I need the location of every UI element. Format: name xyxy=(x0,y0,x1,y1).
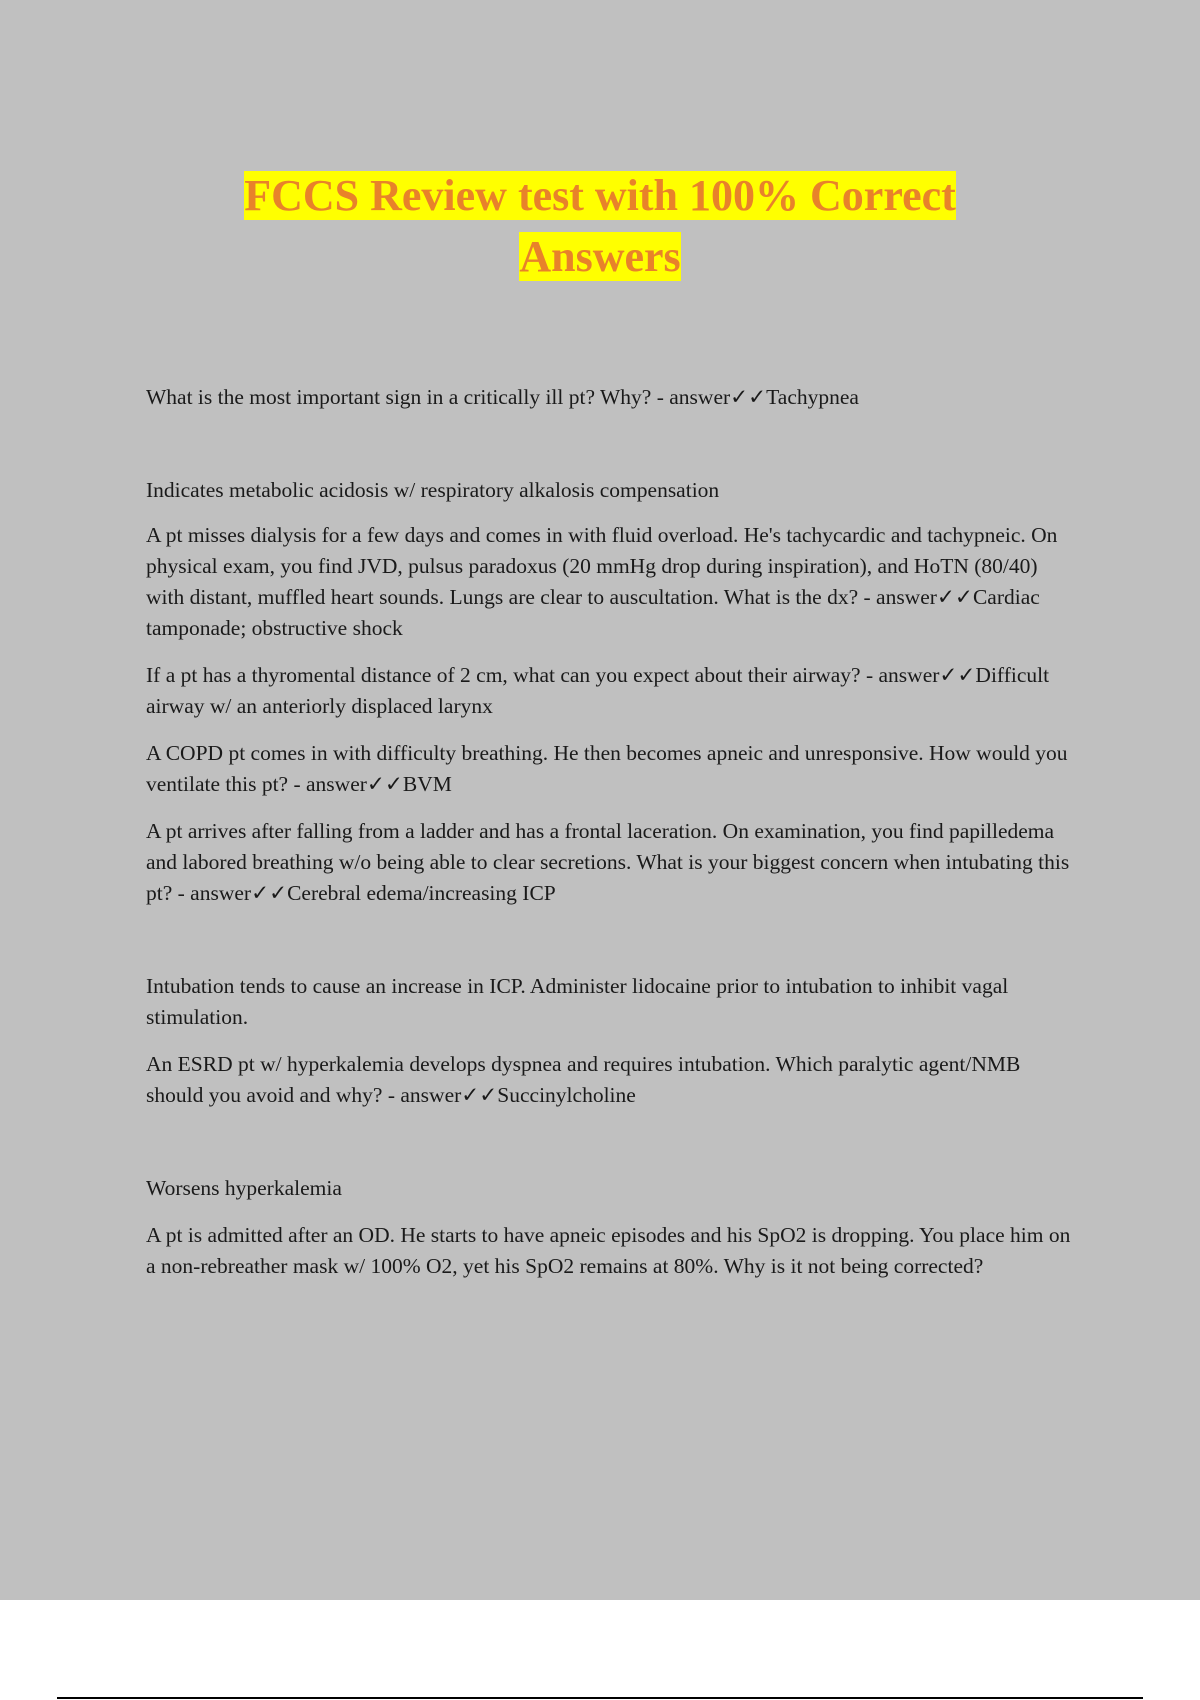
question-paragraph: An ESRD pt w/ hyperkalemia develops dyspnea and requires intubation. Which paralytic agent/NMB should you avoid and why? - answer✓✓Succinylcholine xyxy=(146,1052,1021,1107)
answer-explanation: Worsens hyperkalemia xyxy=(146,1176,342,1200)
question-paragraph: A COPD pt comes in with difficulty breathing. He then becomes apneic and unresponsive. How would you ventilate this pt? - answer✓✓BVM xyxy=(146,741,1068,796)
question-paragraph: What is the most important sign in a critically ill pt? Why? - answer✓✓Tachypnea xyxy=(146,385,859,409)
question-paragraph: A pt misses dialysis for a few days and comes in with fluid overload. He's tachycardic and tachypneic. On physical exam, you find JVD, pulsus paradoxus (20 mmHg drop during inspiration), and HoTN (80/40) with distant, muffled heart sounds. Lungs are clear to auscultation. What is the dx? - answer✓✓Cardiac tamponade; obstructive shock xyxy=(146,523,1058,640)
question-paragraph: A pt is admitted after an OD. He starts to have apneic episodes and his SpO2 is dropping. You place him on a non-rebreather mask w/ 100% O2, yet his SpO2 remains at 80%. Why is it not being corrected? xyxy=(146,1223,1071,1278)
answer-explanation: Intubation tends to cause an increase in ICP. Administer lidocaine prior to intubation to inhibit vagal stimulation. xyxy=(146,974,1009,1029)
question-paragraph: A pt arrives after falling from a ladder and has a frontal laceration. On examination, you find papilledema and labored breathing w/o being able to clear secretions. What is your biggest concern when intubating this pt? - answer✓✓Cerebral edema/increasing ICP xyxy=(146,819,1070,905)
title-line-2: Answers xyxy=(519,232,681,281)
answer-explanation: Indicates metabolic acidosis w/ respiratory alkalosis compensation xyxy=(146,478,720,502)
document-title xyxy=(0,165,1200,287)
footer-divider xyxy=(57,1697,1143,1699)
question-paragraph: If a pt has a thyromental distance of 2 cm, what can you expect about their airway? - answer✓✓Difficult airway w/ an anteriorly displaced larynx xyxy=(146,663,1050,718)
qa-list xyxy=(146,382,1076,1282)
title-line-1: FCCS Review test with 100% Correct xyxy=(244,171,956,220)
